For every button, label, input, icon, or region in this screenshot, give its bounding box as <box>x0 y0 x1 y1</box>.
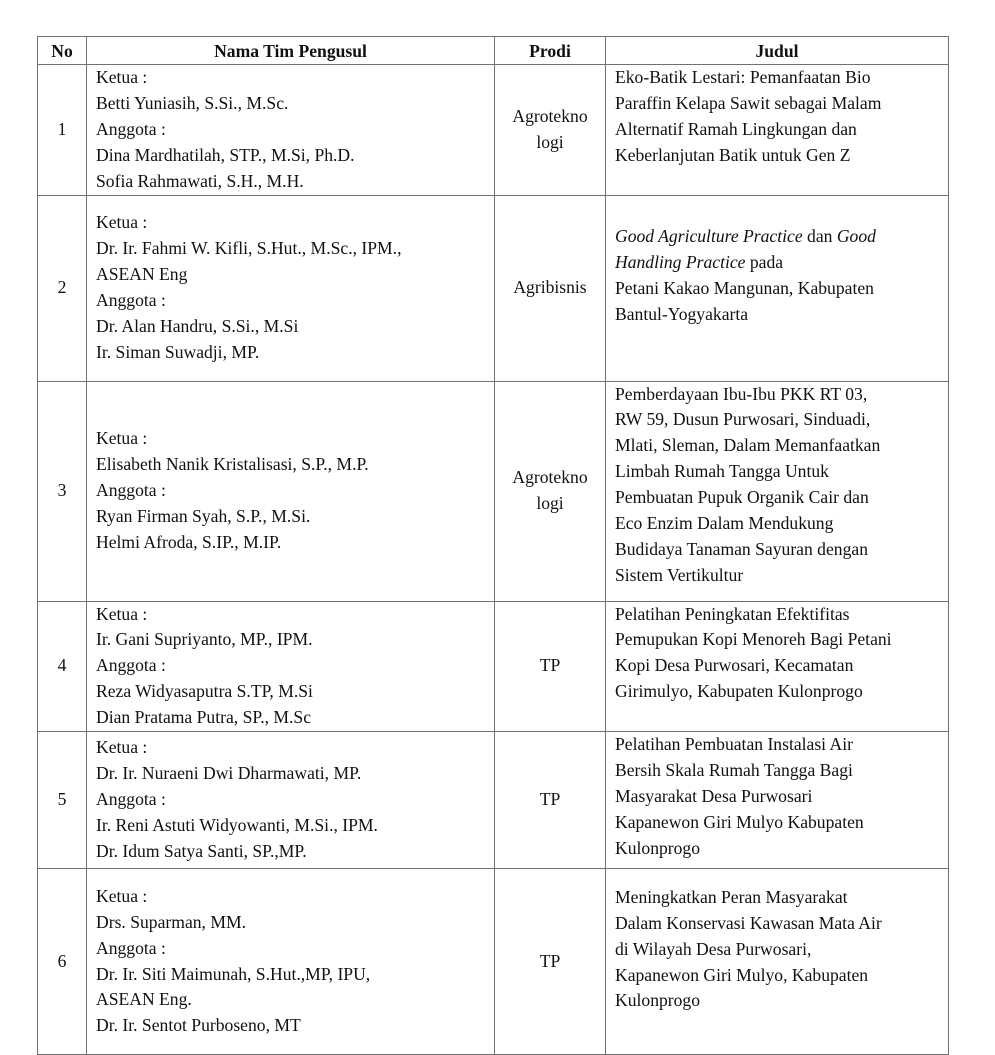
anggota-name-cont: ASEAN Eng. <box>96 989 192 1010</box>
prodi-text: logi <box>536 493 564 514</box>
prodi-text: TP <box>539 950 561 971</box>
judul-line: Bantul-Yogyakarta <box>615 303 749 324</box>
table-row <box>38 869 949 1055</box>
anggota-name: Dr. Alan Handru, S.Si., M.Si <box>96 315 299 336</box>
row-number: 3 <box>38 381 87 601</box>
judul-line: Budidaya Tanaman Sayuran dengan <box>615 538 868 559</box>
header-nama-tim-pengusul: Nama Tim Pengusul <box>87 37 495 65</box>
judul-line: Petani Kakao Mangunan, Kabupaten <box>615 278 874 299</box>
row-number: 2 <box>38 195 87 381</box>
judul-line: Girimulyo, Kabupaten Kulonprogo <box>615 681 863 702</box>
prodi-cell <box>495 732 606 869</box>
anggota-label: Anggota : <box>96 118 166 139</box>
prodi-text: TP <box>539 789 561 810</box>
judul-text: dan <box>802 226 837 247</box>
prodi-cell <box>495 869 606 1055</box>
judul-italic: Good Agriculture Practice <box>615 226 803 247</box>
judul-line: Kopi Desa Purwosari, Kecamatan <box>615 655 854 676</box>
judul-cell <box>606 381 949 601</box>
judul-line <box>615 250 944 276</box>
prodi-text: Agribisnis <box>513 277 587 298</box>
prodi-text: Agrotekno <box>512 467 588 488</box>
prodi-text: logi <box>536 131 564 152</box>
ketua-label: Ketua : <box>96 603 148 624</box>
anggota-name: Reza Widyasaputra S.TP, M.Si <box>96 681 313 702</box>
judul-line: Kulonprogo <box>615 837 701 858</box>
anggota-name: Dina Mardhatilah, STP., M.Si, Ph.D. <box>96 144 355 165</box>
header-no: No <box>38 37 87 65</box>
table-row <box>38 732 949 869</box>
judul-line: Alternatif Ramah Lingkungan dan <box>615 118 857 139</box>
anggota-label: Anggota : <box>96 789 166 810</box>
judul-line: Masyarakat Desa Purwosari <box>615 785 813 806</box>
anggota-label: Anggota : <box>96 655 166 676</box>
table-row <box>38 65 949 196</box>
team-names-cell <box>87 601 495 732</box>
header-judul: Judul <box>606 37 949 65</box>
judul-line: Pemupukan Kopi Menoreh Bagi Petani <box>615 629 892 650</box>
judul-line: Pelatihan Pembuatan Instalasi Air <box>615 734 853 755</box>
judul-line: Pemberdayaan Ibu-Ibu PKK RT 03, <box>615 383 868 404</box>
judul-cell <box>606 195 949 381</box>
prodi-cell <box>495 195 606 381</box>
table-header-row <box>38 37 949 65</box>
ketua-label: Ketua : <box>96 737 148 758</box>
judul-cell <box>606 601 949 732</box>
team-names-cell <box>87 381 495 601</box>
judul-line: Pembuatan Pupuk Organik Cair dan <box>615 487 869 508</box>
ketua-label: Ketua : <box>96 67 148 87</box>
judul-line: Keberlanjutan Batik untuk Gen Z <box>615 144 851 165</box>
prodi-cell <box>495 381 606 601</box>
judul-line: Eco Enzim Dalam Mendukung <box>615 513 834 534</box>
anggota-name: Dr. Idum Satya Santi, SP.,MP. <box>96 840 307 861</box>
judul-line: RW 59, Dusun Purwosari, Sinduadi, <box>615 409 871 430</box>
team-names-cell <box>87 65 495 196</box>
ketua-label: Ketua : <box>96 428 148 449</box>
prodi-cell <box>495 601 606 732</box>
header-prodi: Prodi <box>495 37 606 65</box>
ketua-label: Ketua : <box>96 885 148 906</box>
anggota-name: Sofia Rahmawati, S.H., M.H. <box>96 170 304 191</box>
anggota-name: Dian Pratama Putra, SP., M.Sc <box>96 707 312 728</box>
judul-line: Kapanewon Giri Mulyo, Kabupaten <box>615 964 869 985</box>
anggota-name: Ir. Siman Suwadji, MP. <box>96 341 260 362</box>
ketua-label: Ketua : <box>96 212 148 233</box>
ketua-name: Dr. Ir. Fahmi W. Kifli, S.Hut., M.Sc., IPM., <box>96 238 402 259</box>
proposal-team-table <box>37 36 949 1055</box>
prodi-text: TP <box>539 655 561 676</box>
judul-line: Eko-Batik Lestari: Pemanfaatan Bio <box>615 67 871 87</box>
row-number: 1 <box>38 65 87 196</box>
table-row <box>38 601 949 732</box>
judul-line: Limbah Rumah Tangga Untuk <box>615 461 829 482</box>
judul-cell <box>606 869 949 1055</box>
ketua-name-cont: ASEAN Eng <box>96 264 188 285</box>
row-number: 5 <box>38 732 87 869</box>
anggota-name: Ir. Reni Astuti Widyowanti, M.Si., IPM. <box>96 815 378 836</box>
anggota-label: Anggota : <box>96 937 166 958</box>
team-names-cell <box>87 869 495 1055</box>
table-row <box>38 381 949 601</box>
judul-cell <box>606 732 949 869</box>
judul-line <box>615 224 944 250</box>
anggota-name: Ryan Firman Syah, S.P., M.Si. <box>96 505 311 526</box>
prodi-text: Agrotekno <box>512 105 588 126</box>
prodi-cell <box>495 65 606 196</box>
table-row <box>38 195 949 381</box>
team-names-cell <box>87 195 495 381</box>
team-names-cell <box>87 732 495 869</box>
judul-line: Kulonprogo <box>615 990 701 1011</box>
row-number: 4 <box>38 601 87 732</box>
ketua-name: Elisabeth Nanik Kristalisasi, S.P., M.P. <box>96 454 369 475</box>
judul-line: Mlati, Sleman, Dalam Memanfaatkan <box>615 435 881 456</box>
anggota-name: Dr. Ir. Sentot Purboseno, MT <box>96 1015 301 1036</box>
judul-line: Paraffin Kelapa Sawit sebagai Malam <box>615 92 882 113</box>
ketua-name: Ir. Gani Supriyanto, MP., IPM. <box>96 629 313 650</box>
judul-line: Kapanewon Giri Mulyo Kabupaten <box>615 811 864 832</box>
ketua-name: Drs. Suparman, MM. <box>96 911 247 932</box>
anggota-name: Dr. Ir. Siti Maimunah, S.Hut.,MP, IPU, <box>96 963 371 984</box>
anggota-label: Anggota : <box>96 290 166 311</box>
ketua-name: Dr. Ir. Nuraeni Dwi Dharmawati, MP. <box>96 763 362 784</box>
judul-italic: Good <box>836 226 876 247</box>
judul-line: Meningkatkan Peran Masyarakat <box>615 886 848 907</box>
row-number: 6 <box>38 869 87 1055</box>
judul-text: pada <box>745 252 784 273</box>
judul-line: Dalam Konservasi Kawasan Mata Air <box>615 912 882 933</box>
judul-line: Bersih Skala Rumah Tangga Bagi <box>615 759 853 780</box>
judul-line: di Wilayah Desa Purwosari, <box>615 938 812 959</box>
judul-line: Pelatihan Peningkatan Efektifitas <box>615 603 850 624</box>
anggota-label: Anggota : <box>96 480 166 501</box>
ketua-name: Betti Yuniasih, S.Si., M.Sc. <box>96 92 289 113</box>
judul-italic: Handling Practice <box>615 252 746 273</box>
judul-cell <box>606 65 949 196</box>
anggota-name: Helmi Afroda, S.IP., M.IP. <box>96 531 282 552</box>
judul-line: Sistem Vertikultur <box>615 564 744 585</box>
